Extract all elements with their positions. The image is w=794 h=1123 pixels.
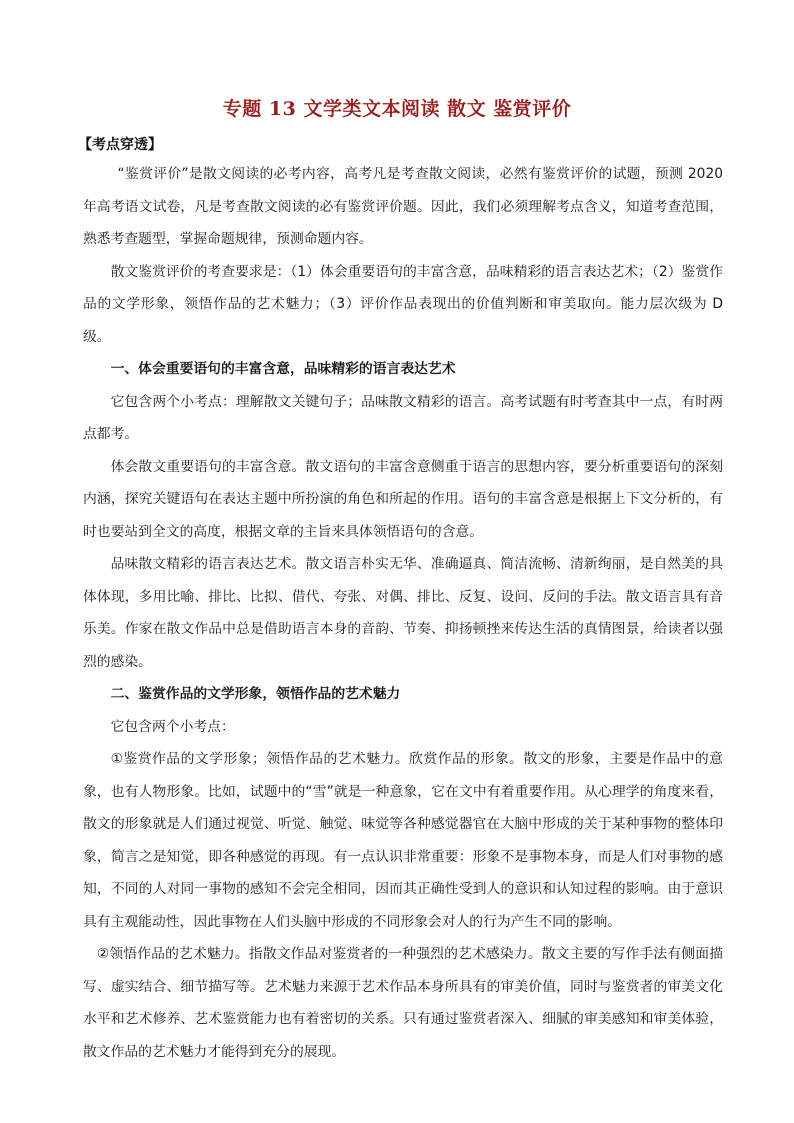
paragraph-intro: “鉴赏评价”是散文阅读的必考内容，高考凡是考查散文阅读，必然有鉴赏评价的试题，预测 2020 年高考语文试卷，凡是考查散文阅读的必有鉴赏评价题。因此，我们必须理解考点含义，知道考查范围，熟悉考查题型，掌握命题规律，预测命题内容。 [83,166,723,247]
paragraph-requirements: 散文鉴赏评价的考查要求是：（1）体会重要语句的丰富含意，品味精彩的语言表达艺术；（2）鉴赏作品的文学形象，领悟作品的艺术魅力；（3）评价作品表现出的价值判断和审美取向。能力层次级为 D 级。 [83,263,723,345]
paragraph-subpoints-1: 它包含两个小考点：理解散文关键句子；品味散文精彩的语言。高考试题有时考查其中一点，有时两点都考。 [83,393,723,442]
section-heading-1: 一、体会重要语句的丰富含意，品味精彩的语言表达艺术 [110,361,456,377]
document-title: 专题 13 文学类文本阅读 散文 鉴赏评价 [222,98,572,120]
document-body [83,158,723,1068]
paragraph-subpoints-2: 它包含两个小考点： [110,718,235,735]
paragraph-key-sentences: 体会散文重要语句的丰富含意。散文语句的丰富含意侧重于语言的思想内容，要分析重要语句的深刻内涵，探究关键语句在表达主题中所扮演的角色和所起的作用。语句的丰富含意是根据上下文分析的，有时也要站到全文的高度，根据文章的主旨来具体领悟语句的含意。 [83,458,723,540]
paragraph-literary-image: ①鉴赏作品的文学形象；领悟作品的艺术魅力。欣赏作品的形象。散文的形象，主要是作品中的意象，也有人物形象。比如，试题中的“雪”就是一种意象，它在文中有着重要作用。从心理学的角度来看，散文的形象就是人们通过视觉、听觉、触觉、味觉等各种感觉器官在大脑中形成的关于某种事物的整体印象，简言之是知觉，即各种感觉的再现。有一点认识非常重要：形象不是事物本身，而是人们对事物的感知，不同的人对同一事物的感知不会完全相同，因而其正确性受到人的意识和认知过程的影响。由于意识具有主观能动性，因此事物在人们头脑中形成的不同形象会对人的行为产生不同的影响。 [83,751,723,930]
paragraph-language-art: 品味散文精彩的语言表达艺术。散文语言朴实无华、准确逼真、简洁流畅、清新绚丽，是自然美的具体体现，多用比喻、排比、比拟、借代、夸张、对偶、排比、反复、设问、反问的手法。散文语言具有音乐美。作家在散文作品中总是借助语言本身的音韵、节奏、抑扬顿挫来传达生活的真情图景，给读者以强烈的感染。 [83,556,723,670]
section-heading-2: 二、鉴赏作品的文学形象，领悟作品的艺术魅力 [110,686,401,702]
section-tag: 【考点穿透】 [78,137,162,153]
paragraph-artistic-charm: ②领悟作品的艺术魅力。指散文作品对鉴赏者的一种强烈的艺术感染力。散文主要的写作手法有侧面描写、虚实结合、细节描写等。艺术魅力来源于艺术作品本身所具有的审美价值，同时与鉴赏者的审美文化水平和艺术修养、艺术鉴赏能力也有着密切的关系。只有通过鉴赏者深入、细腻的审美感知和审美体验，散文作品的艺术魅力才能得到充分的展现。 [83,946,723,1060]
